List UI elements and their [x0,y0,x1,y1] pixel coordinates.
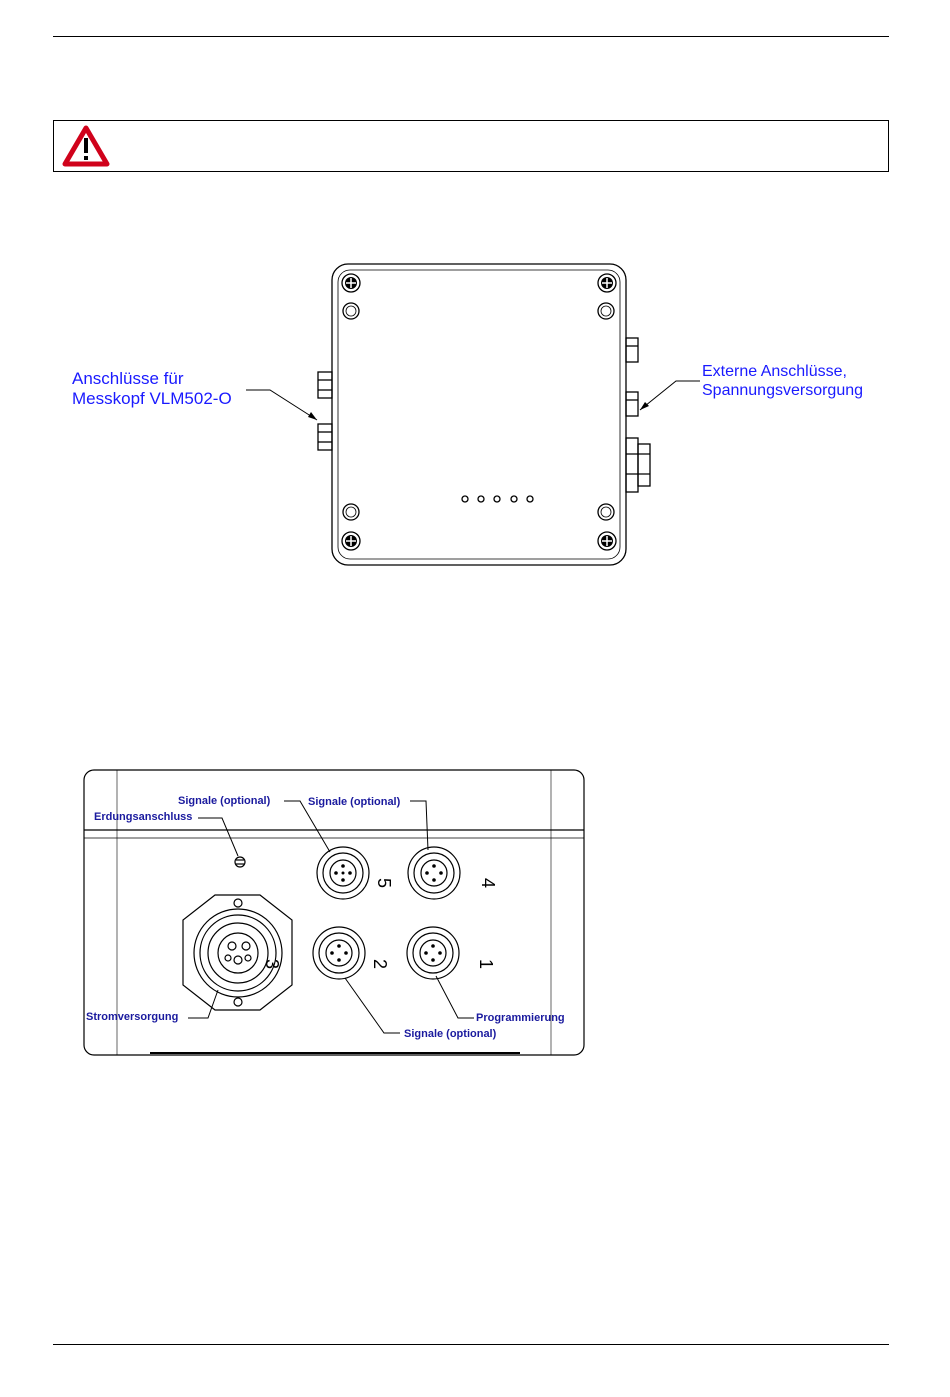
header-rule [53,36,889,37]
top-view-figure [0,255,950,575]
label-externe-anschluesse-line2: Spannungsversorgung [702,382,864,399]
front-view-figure [0,760,950,1060]
connector-number-3: 3 [262,959,282,970]
label-erdungsanschluss: Erdungsanschluss [94,811,193,823]
label-externe-anschluesse-line1: Externe Anschlüsse, [702,363,847,380]
warning-triangle-icon [62,125,110,167]
connector-number-2: 2 [370,959,390,970]
label-anschluesse-messkopf-line2: Messkopf VLM502-O [72,389,232,408]
connector-number-5: 5 [374,878,394,889]
connector-number-1: 1 [476,959,496,970]
footer-rule [53,1344,889,1345]
warning-box [53,120,889,172]
connector-number-4: 4 [478,878,498,889]
label-signale-optional-2: Signale (optional) [404,1028,497,1040]
label-programmierung: Programmierung [476,1012,565,1024]
label-anschluesse-messkopf-line1: Anschlüsse für [72,369,184,388]
label-signale-optional-4: Signale (optional) [308,796,401,808]
label-signale-optional-5: Signale (optional) [178,795,271,807]
label-stromversorgung: Stromversorgung [86,1011,179,1023]
